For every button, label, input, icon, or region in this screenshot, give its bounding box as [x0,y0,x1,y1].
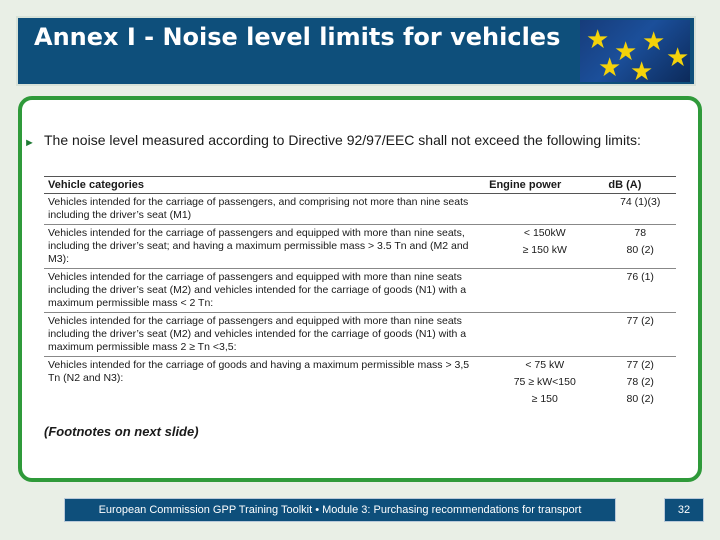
footnote: (Footnotes on next slide) [44,424,199,439]
category-cell: Vehicles intended for the carriage of goods and having a maximum permissible mass > 3,5 Tn (N2 and N3): [48,359,470,384]
category-cell: Vehicles intended for the carriage of passengers, and comprising not more than nine seats including the driver’s seat (M1) [44,194,485,225]
header-db: dB (A) [604,177,676,194]
power-value: ≥ 150 kW [522,244,567,256]
power-cell [485,269,604,313]
db-value: 78 (2) [626,376,654,388]
intro-bullet [24,130,664,150]
db-cell: 76 (1) [604,269,676,313]
page-number: 32 [664,498,704,522]
table-row [44,357,676,409]
eu-flag-icon: ★ ★ ★ ★ ★ ★ [580,20,690,82]
category-cell: Vehicles intended for the carriage of passengers and equipped with more than nine seats including the driver’s seat (M2) and vehicles intended for the carriage of goods (N1) with a maximum permissible mass 2 ≥ Tn <3,5: [44,313,485,357]
page-title: Annex I - Noise level limits for vehicles [34,23,561,51]
power-cell [485,357,604,409]
table-row [44,194,676,225]
category-cell: Vehicles intended for the carriage of passengers and equipped with more than nine seats including the driver’s seat (M2) and vehicles intended for the carriage of goods (N1) with a maximum permissible mass < 2 Tn: [44,269,485,313]
db-value: 77 (2) [626,359,654,371]
power-value: ≥ 150 [531,393,558,405]
power-value: < 75 kW [525,359,565,371]
intro-text: The noise level measured according to Directive 92/97/EEC shall not exceed the following limits: [44,132,641,148]
footer-bar: European Commission GPP Training Toolkit • Module 3: Purchasing recommendations for transport [64,498,616,522]
header-engine-power: Engine power [485,177,604,194]
table-row [44,225,676,269]
power-cell [485,313,604,357]
title-bar [16,16,696,86]
triangle-bullet-icon: ► [24,137,35,149]
db-cell [604,357,676,409]
table-row [44,313,676,357]
db-value: 80 (2) [626,393,654,405]
power-value: < 150kW [523,227,566,239]
noise-limits-table [44,176,676,408]
db-cell [604,225,676,269]
header-vehicle-categories: Vehicle categories [44,177,485,194]
db-cell: 77 (2) [604,313,676,357]
db-value: 78 [634,227,647,239]
power-value: 75 ≥ kW<150 [513,376,576,388]
power-cell [485,194,604,225]
db-value: 80 (2) [626,244,654,256]
category-cell: Vehicles intended for the carriage of passengers and equipped with more than nine seats, including the driver’s seat; and having a maximum permissible mass > 3.5 Tn and (M2 and M3): [44,225,485,269]
power-cell [485,225,604,269]
db-cell: 74 (1)(3) [604,194,676,225]
table-row [44,269,676,313]
table-header-row [44,177,676,194]
